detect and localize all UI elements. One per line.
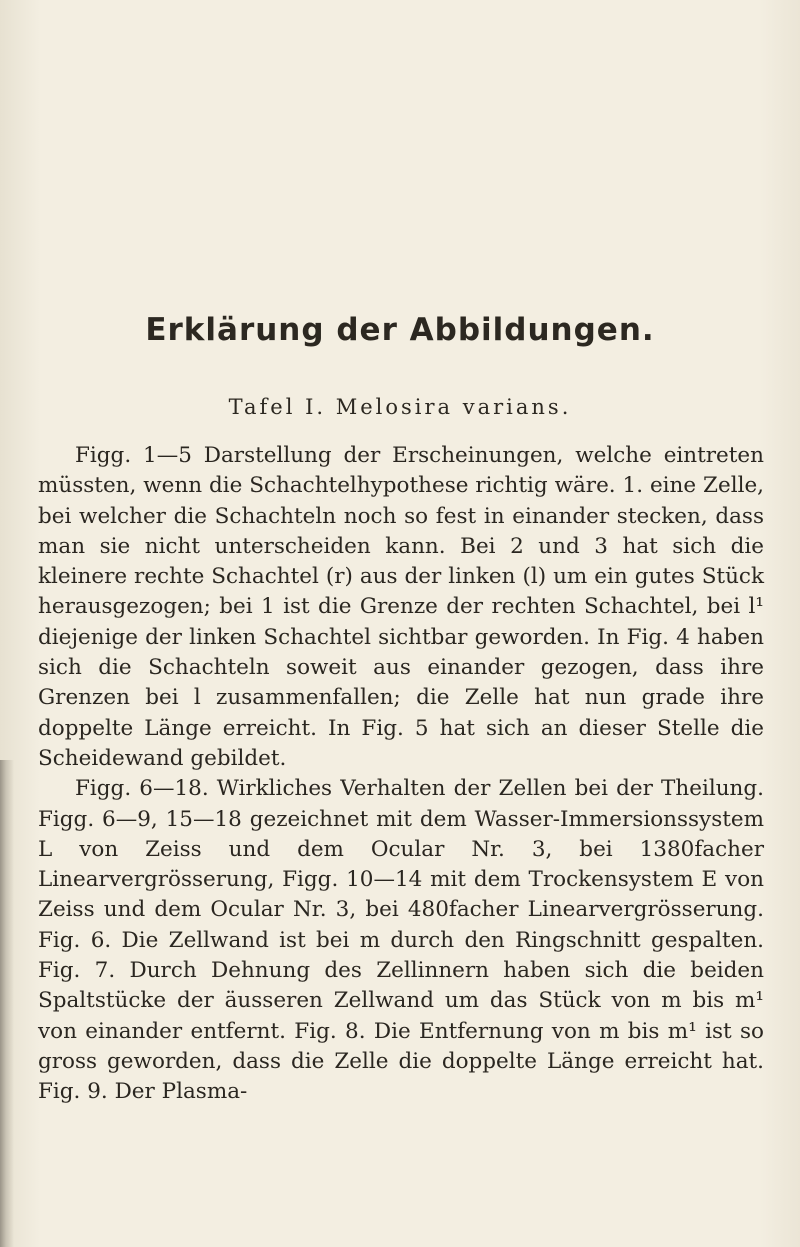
binding-shadow bbox=[0, 760, 14, 1247]
plate-caption: Tafel I. Melosira varians. bbox=[228, 395, 572, 419]
body-text bbox=[38, 441, 764, 1108]
paragraph-figs-1-5: Figg. 1—5 Darstellung der Erscheinungen, welche eintreten müssten, wenn die Schachtelhypothese richtig wäre. 1. eine Zelle, bei welcher die Schachteln noch so fest in einander stecken, dass man sie nicht unterscheiden kann. Bei 2 und 3 hat sich die kleinere rechte Schachtel (r) aus der linken (l) um ein gutes Stück herausgezogen; bei 1 ist die Grenze der rechten Schachtel, bei l¹ diejenige der linken Schachtel sichtbar geworden. In Fig. 4 haben sich die Schachteln soweit aus einander gezogen, dass ihre Grenzen bei l zusammenfallen; die Zelle hat nun grade ihre doppelte Länge erreicht. In Fig. 5 hat sich an dieser Stelle die Scheidewand gebildet. bbox=[38, 443, 764, 771]
page-title: Erklärung der Abbildungen. bbox=[145, 312, 655, 348]
paragraph-figs-6-18: Figg. 6—18. Wirkliches Verhalten der Zellen bei der Theilung. Figg. 6—9, 15—18 gezeichnet mit dem Wasser-Immersionssystem L von Zeiss und dem Ocular Nr. 3, bei 1380facher Linearvergrösserung, Figg. 10—14 mit dem Trockensystem E von Zeiss und dem Ocular Nr. 3, bei 480facher Linearvergrösserung. Fig. 6. Die Zellwand ist bei m durch den Ringschnitt gespalten. Fig. 7. Durch Dehnung des Zellinnern haben sich die beiden Spaltstücke der äusseren Zellwand um das Stück von m bis m¹ von einander entfernt. Fig. 8. Die Entfernung von m bis m¹ ist so gross geworden, dass die Zelle die doppelte Länge erreicht hat. Fig. 9. Der Plasma- bbox=[38, 776, 764, 1105]
